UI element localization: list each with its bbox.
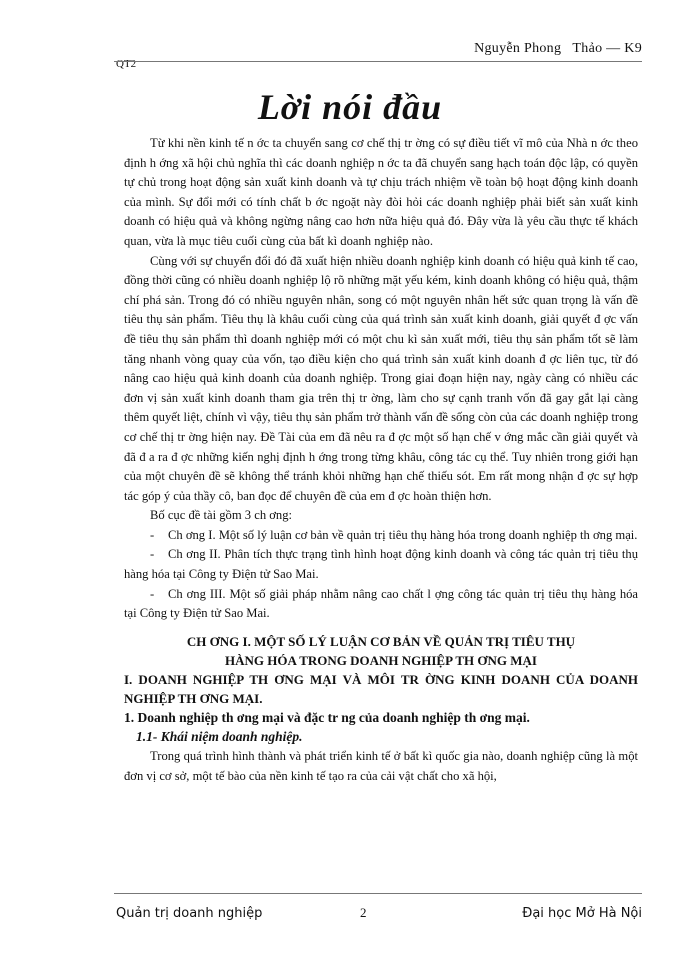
footer-left: Quản trị doanh nghiệp [116,906,263,921]
section-heading-1-1: 1. Doanh nghiệp th ơng mại và đặc tr ng của doanh nghiệp th ơng mại. [124,709,530,725]
list-item [124,526,638,546]
list-item-text: Ch ơng II. Phân tích thực trạng tình hình hoạt động kinh doanh và công tác quản trị tiêu thụ hàng hóa tại Công ty Điện tử Sao Mai. [124,547,638,582]
header-divider [114,61,642,62]
list-item-text: Ch ơng III. Một số giải pháp nhằm nâng cao chất l ợng công tác quản trị tiêu thụ hàng hóa tại Công ty Điện tử Sao Mai. [124,586,638,621]
intro-paragraph-1: Từ khi nền kinh tế n ớc ta chuyển sang cơ chế thị tr ờng có sự điều tiết vĩ mô của Nhà n ớc theo định h ớng xã hội chủ nghĩa thì các doanh nghiệp n ớc ta đã chuyển sang hạch toán độc lập, có quyền tự chủ trong hoạt động sản xuất kinh doanh và tự chịu trách nhiệm về toàn bộ hoạt động kinh doanh của mình. Sự đổi mới có tính chất b ớc ngoặt này đòi hỏi các doanh nghiệp phải biết sản xuất kinh doanh có hiệu quả và không ngừng nâng cao hơn nữa hiệu quả đó. Đây vừa là yêu cầu thực tế khách quan, vừa là mục tiêu cuối cùng của bất kì doanh nghiệp nào. [124,136,638,248]
structure-intro: Bố cục đề tài gồm 3 ch ơng: [150,508,293,523]
chapter-heading-line-1: CH ƠNG I. MỘT SỐ LÝ LUẬN CƠ BẢN VỀ QUẢN TRỊ TIÊU THỤ [186,633,576,649]
list-item [124,585,638,624]
header-author: Nguyễn Phong Thảo — K9 [474,41,642,56]
list-item [124,545,638,584]
bullet-marker: - [150,527,155,542]
intro-paragraph-2: Cùng với sự chuyển đổi đó đã xuất hiện nhiều doanh nghiệp kinh doanh có hiệu quả kinh tế cao, đồng thời cũng có nhiều doanh nghiệp lộ rõ những mặt yếu kém, kinh doanh không có hiệu quả, thậm chí phá sản. Trong đó có nhiều nguyên nhân, song có một nguyên nhân hết sức quan trọng là vấn đề tiêu thụ sản phẩm. Tiêu thụ là khâu cuối cùng của quá trình sản xuất kinh doanh, giải quyết đ ợc vấn đề tiêu thụ sản phẩm thì doanh nghiệp mới có một chu kì sản xuất mới, tiêu thụ sản phẩm tốt sẽ làm tăng nhanh vòng quay của vốn, tạo điều kiện cho quá trình sản xuất kinh doanh đ ợc liên tục, từ đó nâng cao hiệu quả kinh doanh của doanh nghiệp. Trong giai đoạn hiện nay, ngày càng có nhiều các đơn vị sản xuất kinh doanh tham gia trên thị tr ờng, làm cho sự cạnh tranh vốn đã gay gắt lại càng thêm quyết liệt, chính vì vậy, tiêu thụ sản phẩm trở thành vấn đề sống còn của các doanh nghiệp trong cơ chế thị tr ờng hiện nay. Đề Tài của em đã nêu ra đ ợc một số hạn chế v ớng mắc cần giải quyết và đã đ a ra đ ợc những kiến nghị định h ớng trong từng khâu, công tác cụ thể. Tuy nhiên trong giới hạn của một chuyên đề sẽ không thể tránh khỏi những hạn chế thiếu sót. Em rất mong nhận đ ợc sự hợp tác góp ý của thầy cô, ban đọc để chuyên đề của em đ ợc hoàn thiện hơn. [124,253,638,503]
list-item-text: Ch ơng I. Một số lý luận cơ bản về quản trị tiêu thụ hàng hóa trong doanh nghiệp th ơng mại. [168,527,638,542]
section-heading-1-1-1: 1.1- Khái niệm doanh nghiệp. [136,729,303,745]
chapter-heading-line-2: HÀNG HÓA TRONG DOANH NGHIỆP TH ƠNG MẠI [225,652,537,668]
page-title: Lời nói đầu [257,87,443,127]
bullet-marker: - [150,586,155,601]
bullet-marker: - [150,547,155,562]
footer-divider [114,893,642,894]
page-number: 2 [360,905,367,920]
chapter-heading [124,632,638,670]
document-body [124,134,638,786]
section-heading-1: I. DOANH NGHIỆP TH ƠNG MẠI VÀ MÔI TR ỜNG KINH DOANH CỦA DOANH NGHIỆP TH ƠNG MẠI. [124,671,638,706]
header-class-code: QT2 [116,58,137,70]
body-paragraph: Trong quá trình hình thành và phát triển kinh tế ở bất kì quốc gia nào, doanh nghiệp cũng là một đơn vị cơ sở, một tế bào của nền kinh tế tạo ra của cải vật chất cho xã hội, [124,749,638,783]
footer-right: Đại học Mở Hà Nội [522,906,642,921]
